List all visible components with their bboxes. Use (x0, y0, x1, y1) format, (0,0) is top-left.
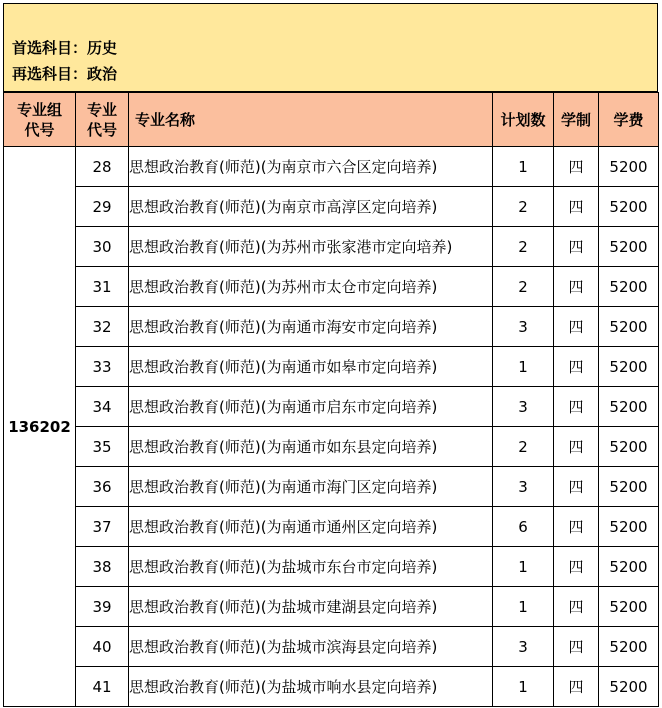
plan-count-cell: 6 (493, 507, 554, 547)
years-cell: 四 (554, 587, 599, 627)
table-row (4, 587, 659, 627)
group-code-cell: 136202 (4, 147, 76, 707)
subject-banner (3, 3, 658, 92)
plan-count-cell: 2 (493, 267, 554, 307)
plan-count-cell: 2 (493, 427, 554, 467)
column-header-fee: 学费 (599, 93, 659, 147)
column-header-years: 学制 (554, 93, 599, 147)
fee-cell: 5200 (599, 347, 659, 387)
major-name-cell: 思想政治教育(师范)(为盐城市滨海县定向培养) (129, 627, 493, 667)
major-name-cell: 思想政治教育(师范)(为南通市海门区定向培养) (129, 467, 493, 507)
column-header-group-code: 专业组 代号 (4, 93, 76, 147)
major-code-cell: 33 (76, 347, 129, 387)
plan-count-cell: 1 (493, 147, 554, 187)
fee-cell: 5200 (599, 667, 659, 707)
years-cell: 四 (554, 307, 599, 347)
fee-cell: 5200 (599, 627, 659, 667)
major-name-cell: 思想政治教育(师范)(为南京市六合区定向培养) (129, 147, 493, 187)
table-row (4, 667, 659, 707)
major-name-cell: 思想政治教育(师范)(为南通市如东县定向培养) (129, 427, 493, 467)
major-code-cell: 39 (76, 587, 129, 627)
major-code-cell: 36 (76, 467, 129, 507)
fee-cell: 5200 (599, 507, 659, 547)
plan-count-cell: 1 (493, 547, 554, 587)
fee-cell: 5200 (599, 547, 659, 587)
years-cell: 四 (554, 467, 599, 507)
major-code-cell: 38 (76, 547, 129, 587)
table-row (4, 627, 659, 667)
years-cell: 四 (554, 507, 599, 547)
major-code-cell: 30 (76, 227, 129, 267)
years-cell: 四 (554, 427, 599, 467)
major-name-cell: 思想政治教育(师范)(为南通市海安市定向培养) (129, 307, 493, 347)
major-code-cell: 37 (76, 507, 129, 547)
table-header-row (4, 93, 659, 147)
major-code-cell: 35 (76, 427, 129, 467)
fee-cell: 5200 (599, 467, 659, 507)
table-row (4, 547, 659, 587)
major-code-cell: 40 (76, 627, 129, 667)
major-code-cell: 34 (76, 387, 129, 427)
major-name-cell: 思想政治教育(师范)(为南通市通州区定向培养) (129, 507, 493, 547)
major-name-cell: 思想政治教育(师范)(为南京市高淳区定向培养) (129, 187, 493, 227)
major-name-cell: 思想政治教育(师范)(为南通市启东市定向培养) (129, 387, 493, 427)
plan-count-cell: 1 (493, 587, 554, 627)
years-cell: 四 (554, 667, 599, 707)
table-row (4, 267, 659, 307)
fee-cell: 5200 (599, 587, 659, 627)
table-row (4, 147, 659, 187)
table-row (4, 307, 659, 347)
years-cell: 四 (554, 267, 599, 307)
plan-count-cell: 3 (493, 387, 554, 427)
years-cell: 四 (554, 187, 599, 227)
table-row (4, 227, 659, 267)
major-code-cell: 29 (76, 187, 129, 227)
column-header-major-code: 专业 代号 (76, 93, 129, 147)
major-name-cell: 思想政治教育(师范)(为南通市如皋市定向培养) (129, 347, 493, 387)
major-name-cell: 思想政治教育(师范)(为盐城市东台市定向培养) (129, 547, 493, 587)
plan-count-cell: 3 (493, 467, 554, 507)
major-plan-table (3, 92, 659, 707)
table-row (4, 427, 659, 467)
years-cell: 四 (554, 547, 599, 587)
years-cell: 四 (554, 227, 599, 267)
years-cell: 四 (554, 387, 599, 427)
table-row (4, 187, 659, 227)
fee-cell: 5200 (599, 267, 659, 307)
fee-cell: 5200 (599, 427, 659, 467)
fee-cell: 5200 (599, 387, 659, 427)
fee-cell: 5200 (599, 187, 659, 227)
table-row (4, 347, 659, 387)
plan-count-cell: 3 (493, 627, 554, 667)
major-code-cell: 32 (76, 307, 129, 347)
years-cell: 四 (554, 147, 599, 187)
table-row (4, 467, 659, 507)
major-name-cell: 思想政治教育(师范)(为苏州市张家港市定向培养) (129, 227, 493, 267)
fee-cell: 5200 (599, 147, 659, 187)
plan-count-cell: 2 (493, 187, 554, 227)
fee-cell: 5200 (599, 307, 659, 347)
major-code-cell: 41 (76, 667, 129, 707)
column-header-major-name: 专业名称 (129, 93, 493, 147)
plan-count-cell: 2 (493, 227, 554, 267)
fee-cell: 5200 (599, 227, 659, 267)
plan-count-cell: 3 (493, 307, 554, 347)
first-subject-label: 首选科目：历史 (12, 39, 118, 57)
major-name-cell: 思想政治教育(师范)(为盐城市响水县定向培养) (129, 667, 493, 707)
years-cell: 四 (554, 347, 599, 387)
major-code-cell: 31 (76, 267, 129, 307)
major-name-cell: 思想政治教育(师范)(为盐城市建湖县定向培养) (129, 587, 493, 627)
plan-count-cell: 1 (493, 667, 554, 707)
major-name-cell: 思想政治教育(师范)(为苏州市太仓市定向培养) (129, 267, 493, 307)
plan-count-cell: 1 (493, 347, 554, 387)
table-row (4, 387, 659, 427)
table-row (4, 507, 659, 547)
column-header-plan-count: 计划数 (493, 93, 554, 147)
second-subject-label: 再选科目：政治 (12, 65, 118, 83)
years-cell: 四 (554, 627, 599, 667)
major-code-cell: 28 (76, 147, 129, 187)
